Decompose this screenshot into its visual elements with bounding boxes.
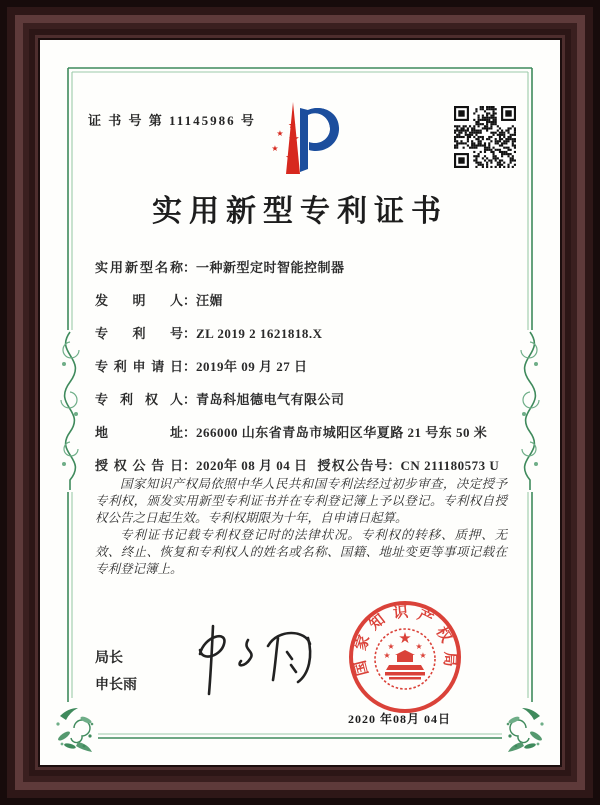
- field-label: 发明人: [95, 293, 183, 308]
- legal-text: [95, 476, 507, 578]
- field-colon: ：: [183, 359, 197, 374]
- certificate-page: [40, 40, 560, 765]
- svg-text:★: ★: [387, 642, 395, 651]
- field-colon: ：: [183, 425, 197, 440]
- field-value: 青岛科旭德电气有限公司: [196, 392, 345, 407]
- field-colon: ：: [387, 458, 401, 473]
- director-name: 申长雨: [95, 676, 137, 692]
- field-colon: ：: [183, 392, 197, 407]
- field-value: 266000 山东省青岛市城阳区华夏路 21 号东 50 米: [196, 425, 488, 440]
- svg-text:★: ★: [383, 651, 391, 660]
- field-patent-number: [95, 324, 515, 344]
- svg-text:★: ★: [271, 144, 279, 153]
- field-colon: ：: [183, 293, 197, 308]
- national-emblem-icon: [375, 629, 435, 689]
- field-label: 授权公告日: [95, 458, 183, 473]
- cnipa-logo-icon: [250, 96, 350, 186]
- svg-text:★: ★: [285, 152, 295, 164]
- field-inventor: [95, 291, 515, 311]
- field-value: CN 211180573 U: [400, 458, 500, 473]
- svg-text:★: ★: [415, 642, 423, 651]
- field-application-date: [95, 357, 515, 377]
- field-value: 2020年 08 月 04 日: [196, 458, 308, 473]
- field-value: 2019年 09 月 27 日: [196, 359, 308, 374]
- svg-text:★: ★: [288, 131, 300, 146]
- director-title: 局长: [95, 649, 123, 665]
- field-label: 地址: [95, 425, 183, 440]
- svg-text:★: ★: [398, 631, 412, 647]
- svg-text:★: ★: [276, 129, 284, 138]
- field-list: [95, 258, 515, 489]
- svg-text:★: ★: [287, 120, 297, 130]
- director-signature: [190, 618, 330, 703]
- field-label: 专利权人: [95, 392, 183, 407]
- field-address: [95, 423, 515, 443]
- field-colon: ：: [183, 326, 197, 341]
- certificate-number: 证 书 号 第 11145986 号: [88, 113, 256, 128]
- field-utility-model-name: [95, 258, 515, 278]
- certificate-title: 实用新型专利证书: [152, 195, 448, 228]
- field-patentee: [95, 390, 515, 410]
- qr-code: [454, 106, 516, 168]
- field-label: 授权公告号: [317, 458, 388, 473]
- field-grant-date-and-number: [95, 456, 515, 476]
- seal-date: 2020 年08月 04日: [348, 712, 452, 726]
- field-label: 专利申请日: [95, 359, 183, 374]
- field-value: 汪媚: [196, 293, 224, 308]
- seal-text: 国家知识产权局: [352, 604, 458, 678]
- svg-text:★: ★: [419, 651, 427, 660]
- director-block: [95, 644, 137, 698]
- field-value: 一种新型定时智能控制器: [196, 260, 345, 275]
- field-label: 专利号: [95, 326, 183, 341]
- field-colon: ：: [183, 260, 197, 275]
- field-colon: ：: [183, 458, 197, 473]
- field-label: 实用新型名称: [95, 260, 183, 275]
- legal-paragraph-2: 专利证书记载专利权登记时的法律状况。专利权的转移、质押、无效、终止、恢复和专利权人的姓名或名称、国籍、地址变更等事项记载在专利登记簿上。: [95, 528, 507, 576]
- field-value: ZL 2019 2 1621818.X: [196, 326, 323, 341]
- field-grant-number: [318, 456, 500, 476]
- legal-paragraph-1: 国家知识产权局依照中华人民共和国专利法经过初步审查，决定授予专利权，颁发实用新型专利证书并在专利登记簿上予以登记。专利权自授权公告之日起生效。专利权期限为十年，自申请日起算。: [95, 477, 507, 525]
